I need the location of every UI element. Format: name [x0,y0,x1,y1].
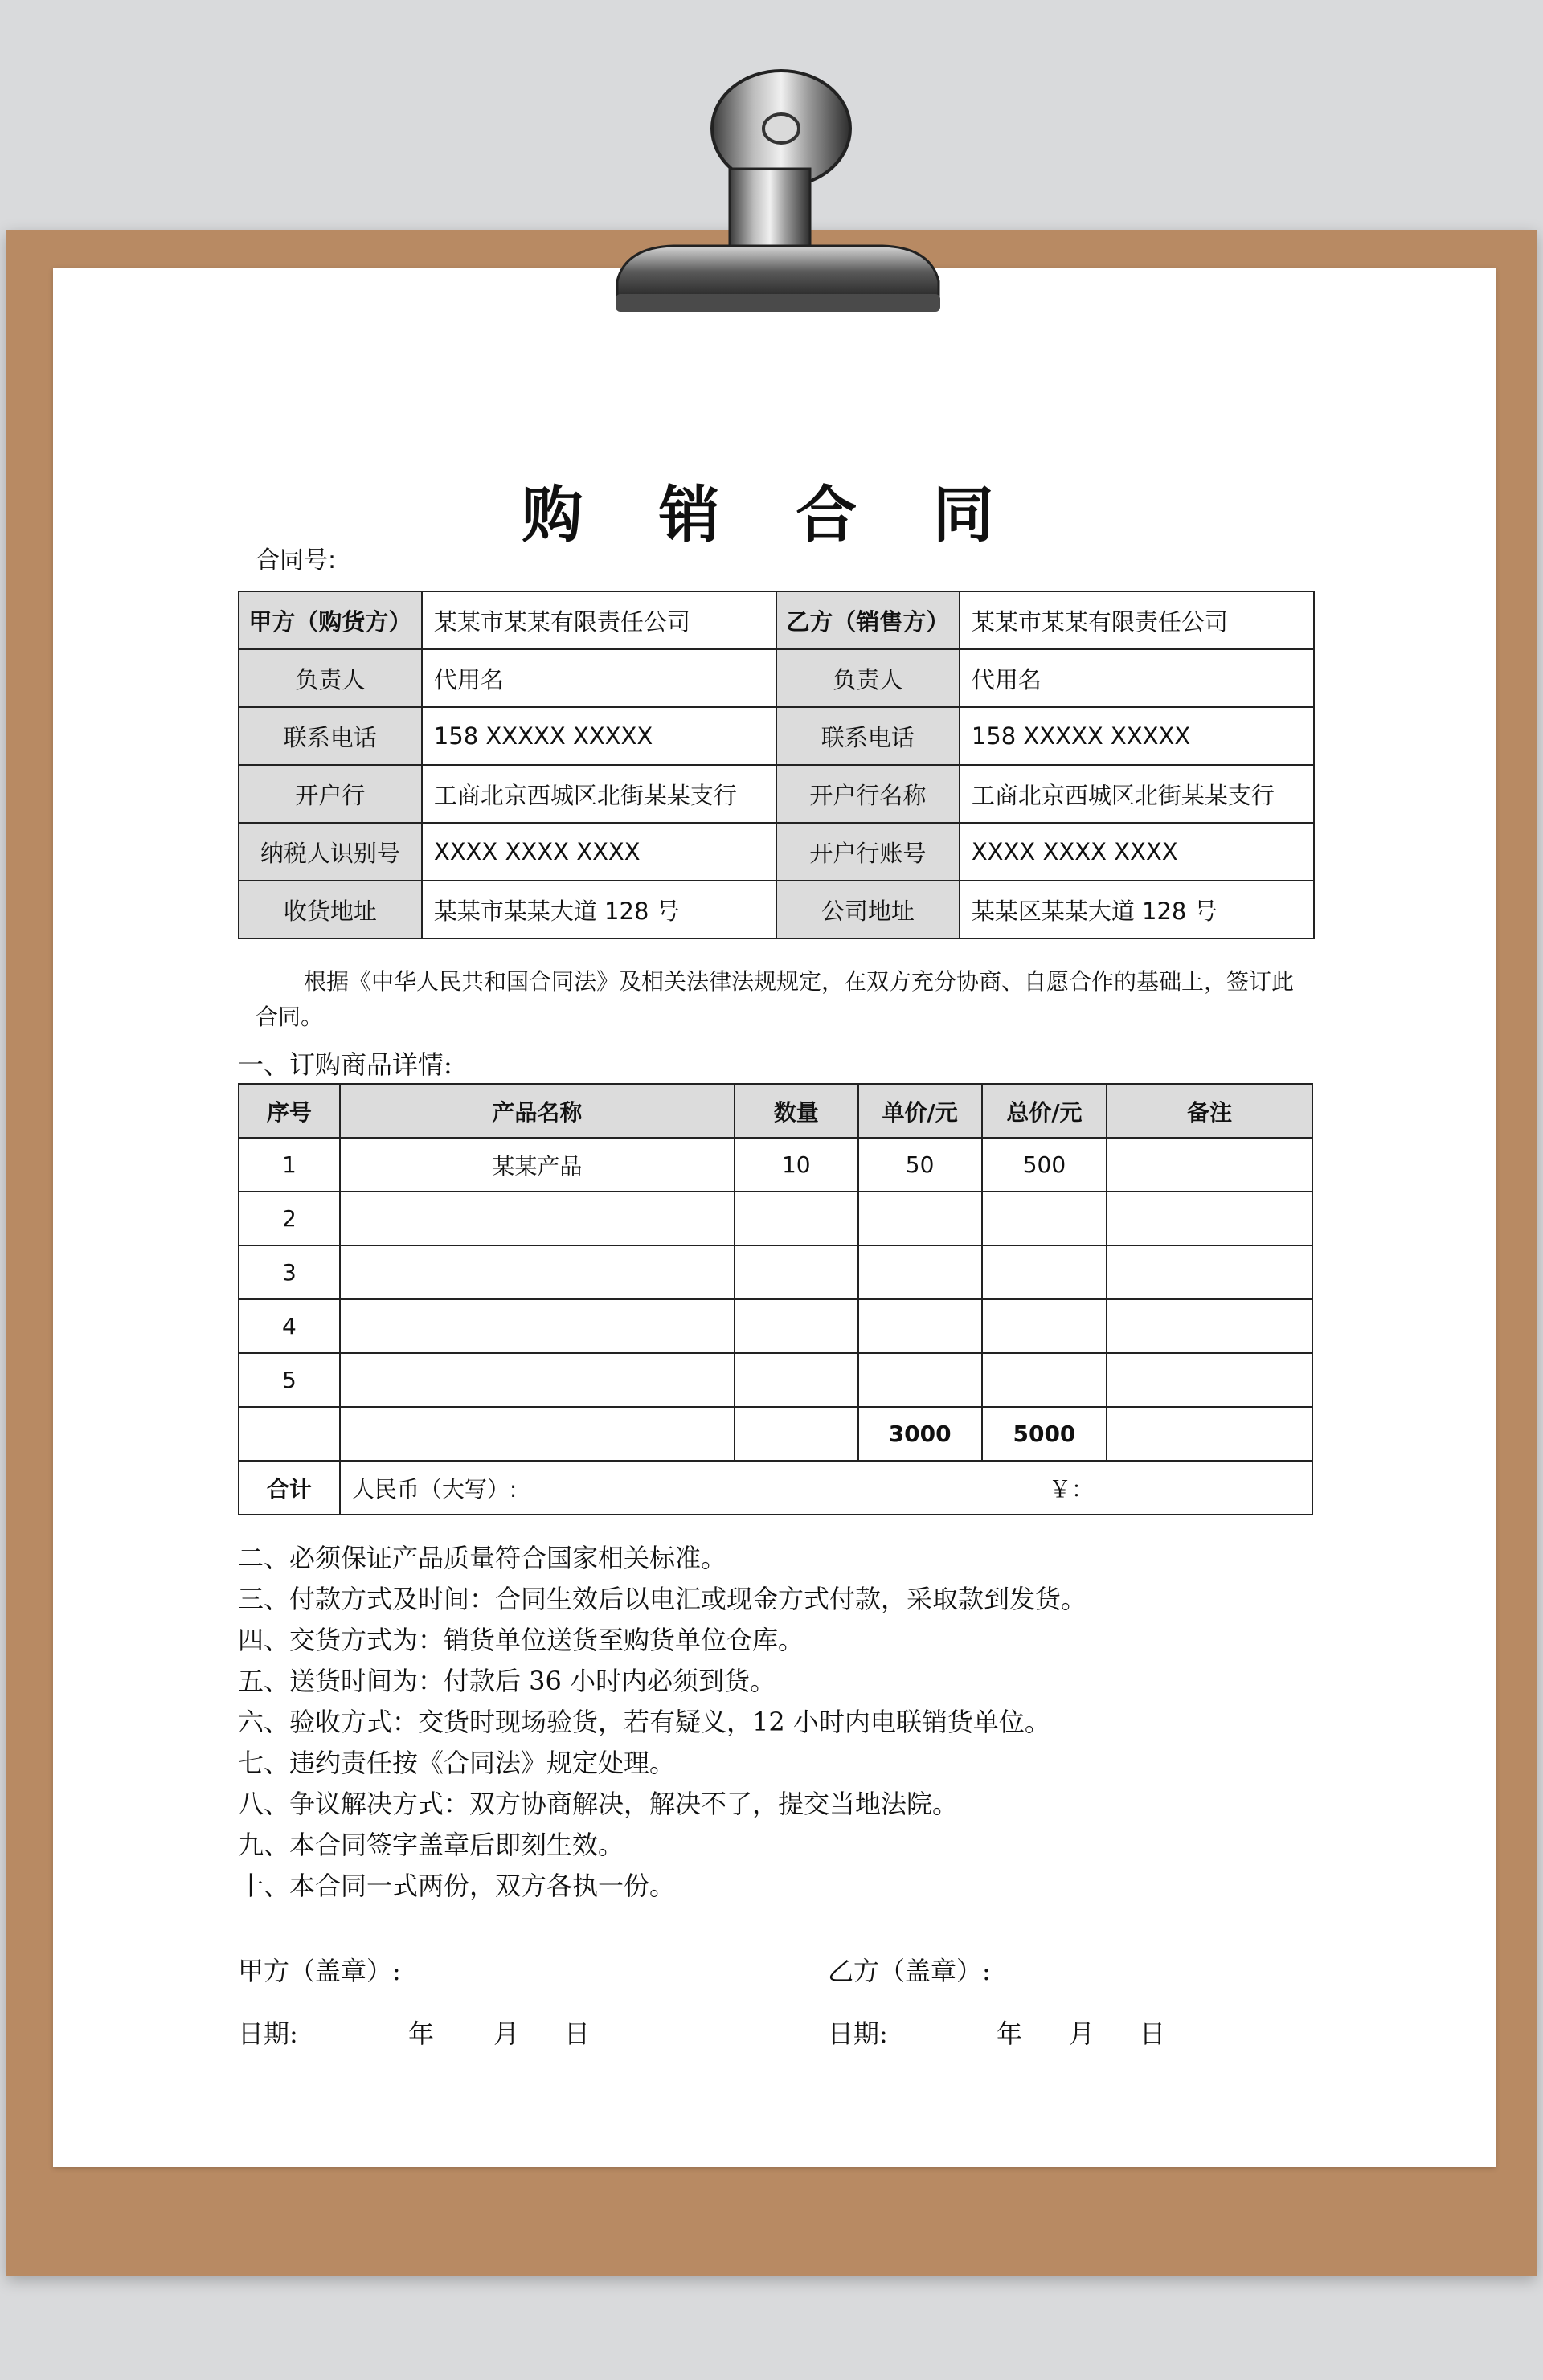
phone-b-value: 158 XXXXX XXXXX [960,707,1314,765]
phone-b-label: 联系电话 [776,707,960,765]
cell [239,1407,340,1461]
col-header-total-price: 总价/元 [982,1084,1107,1138]
tax-id-label: 纳税人识别号 [239,823,422,881]
manager-b-value: 代用名 [960,649,1314,707]
info-row-address [239,881,1314,939]
cell [858,1245,982,1299]
manager-a-value: 代用名 [422,649,776,707]
party-a-day: 日 [564,2018,591,2049]
cell [735,1245,858,1299]
contract-number-label: 合同号: [256,546,337,575]
cell: 3 [239,1245,340,1299]
term-item: 五、送货时间为：付款后 36 小时内必须到货。 [238,1666,776,1696]
party-b-day: 日 [1140,2018,1166,2049]
total-amount-cell [340,1461,1312,1515]
account-label: 开户行账号 [776,823,960,881]
info-row-manager [239,649,1314,707]
cell [1107,1407,1312,1461]
term-item: 四、交货方式为：销货单位送货至购货单位仓库。 [238,1625,804,1655]
party-b-value: 某某市某某有限责任公司 [960,591,1314,649]
table-row [239,1192,1312,1245]
goods-table [238,1083,1313,1515]
delivery-address-label: 收货地址 [239,881,422,939]
yen-label: ￥： [1049,1475,1095,1503]
contract-terms [238,1538,1087,1907]
cell [858,1192,982,1245]
cell: 4 [239,1299,340,1353]
cell [1107,1299,1312,1353]
cell [982,1299,1107,1353]
cell [982,1245,1107,1299]
cell [735,1407,858,1461]
cell [982,1353,1107,1407]
info-row-bank [239,765,1314,823]
cell [340,1192,735,1245]
table-row [239,1245,1312,1299]
cell [735,1299,858,1353]
col-header-quantity: 数量 [735,1084,858,1138]
term-item: 十、本合同一式两份，双方各执一份。 [238,1871,676,1901]
cell [858,1353,982,1407]
term-item: 九、本合同签字盖章后即刻生效。 [238,1830,624,1860]
party-b-date-label: 日期: [828,2018,888,2049]
term-item: 八、争议解决方式：双方协商解决，解决不了，提交当地法院。 [238,1789,959,1819]
bank-b-label: 开户行名称 [776,765,960,823]
term-item: 三、付款方式及时间：合同生效后以电汇或现金方式付款，采取款到发货。 [238,1584,1087,1614]
contract-title: 购 销 合 同 [522,479,1021,550]
cell [340,1407,735,1461]
manager-a-label: 负责人 [239,649,422,707]
cell [1107,1353,1312,1407]
manager-b-label: 负责人 [776,649,960,707]
binder-clip-icon [577,48,947,354]
cell [340,1245,735,1299]
cell [340,1299,735,1353]
table-row [239,1353,1312,1407]
cell [1107,1192,1312,1245]
delivery-address-value: 某某市某某大道 128 号 [422,881,776,939]
party-b-year: 年 [997,2018,1023,2049]
cell: 50 [858,1138,982,1192]
account-value: XXXX XXXX XXXX [960,823,1314,881]
subtotal-total: 5000 [982,1407,1107,1461]
subtotal-row [239,1407,1312,1461]
party-a-value: 某某市某某有限责任公司 [422,591,776,649]
cell: 5 [239,1353,340,1407]
party-a-label: 甲方（购货方） [239,591,422,649]
cell: 2 [239,1192,340,1245]
goods-header-row [239,1084,1312,1138]
party-a-year: 年 [408,2018,435,2049]
col-header-remark: 备注 [1107,1084,1312,1138]
party-info-table [238,591,1315,939]
cell [1107,1245,1312,1299]
party-a-seal-label: 甲方（盖章）: [238,1956,401,1986]
bank-b-value: 工商北京西城区北街某某支行 [960,765,1314,823]
party-a-date-label: 日期: [238,2018,298,2049]
party-b-label: 乙方（销售方） [776,591,960,649]
term-item: 六、验收方式：交货时现场验货，若有疑义，12 小时内电联销货单位。 [238,1707,1050,1737]
info-row-phone [239,707,1314,765]
bank-a-value: 工商北京西城区北街某某支行 [422,765,776,823]
company-address-label: 公司地址 [776,881,960,939]
section-goods-title: 一、订购商品详情: [238,1049,452,1080]
total-label: 合计 [239,1461,340,1515]
cell [340,1353,735,1407]
tax-id-value: XXXX XXXX XXXX [422,823,776,881]
col-header-product: 产品名称 [340,1084,735,1138]
subtotal-unit-price: 3000 [858,1407,982,1461]
cell: 1 [239,1138,340,1192]
table-row [239,1138,1312,1192]
intro-paragraph: 根据《中华人民共和国合同法》及相关法律法规规定，在双方充分协商、自愿合作的基础上，签订此合同。 [256,968,1295,1030]
company-address-value: 某某区某某大道 128 号 [960,881,1314,939]
rmb-label: 人民币（大写）: [351,1475,518,1503]
cell [1107,1138,1312,1192]
table-row [239,1299,1312,1353]
cell [735,1353,858,1407]
cell [735,1192,858,1245]
cell [858,1299,982,1353]
cell: 某某产品 [340,1138,735,1192]
col-header-index: 序号 [239,1084,340,1138]
total-row [239,1461,1312,1515]
term-item: 七、违约责任按《合同法》规定处理。 [238,1748,676,1778]
col-header-unit-price: 单价/元 [858,1084,982,1138]
phone-a-label: 联系电话 [239,707,422,765]
info-row-party [239,591,1314,649]
term-item: 二、必须保证产品质量符合国家相关标准。 [238,1543,727,1573]
cell [982,1192,1107,1245]
party-b-month: 月 [1069,2018,1095,2049]
party-a-month: 月 [493,2018,520,2049]
cell: 10 [735,1138,858,1192]
cell: 500 [982,1138,1107,1192]
bank-a-label: 开户行 [239,765,422,823]
phone-a-value: 158 XXXXX XXXXX [422,707,776,765]
info-row-tax [239,823,1314,881]
party-b-seal-label: 乙方（盖章）: [828,1956,991,1986]
